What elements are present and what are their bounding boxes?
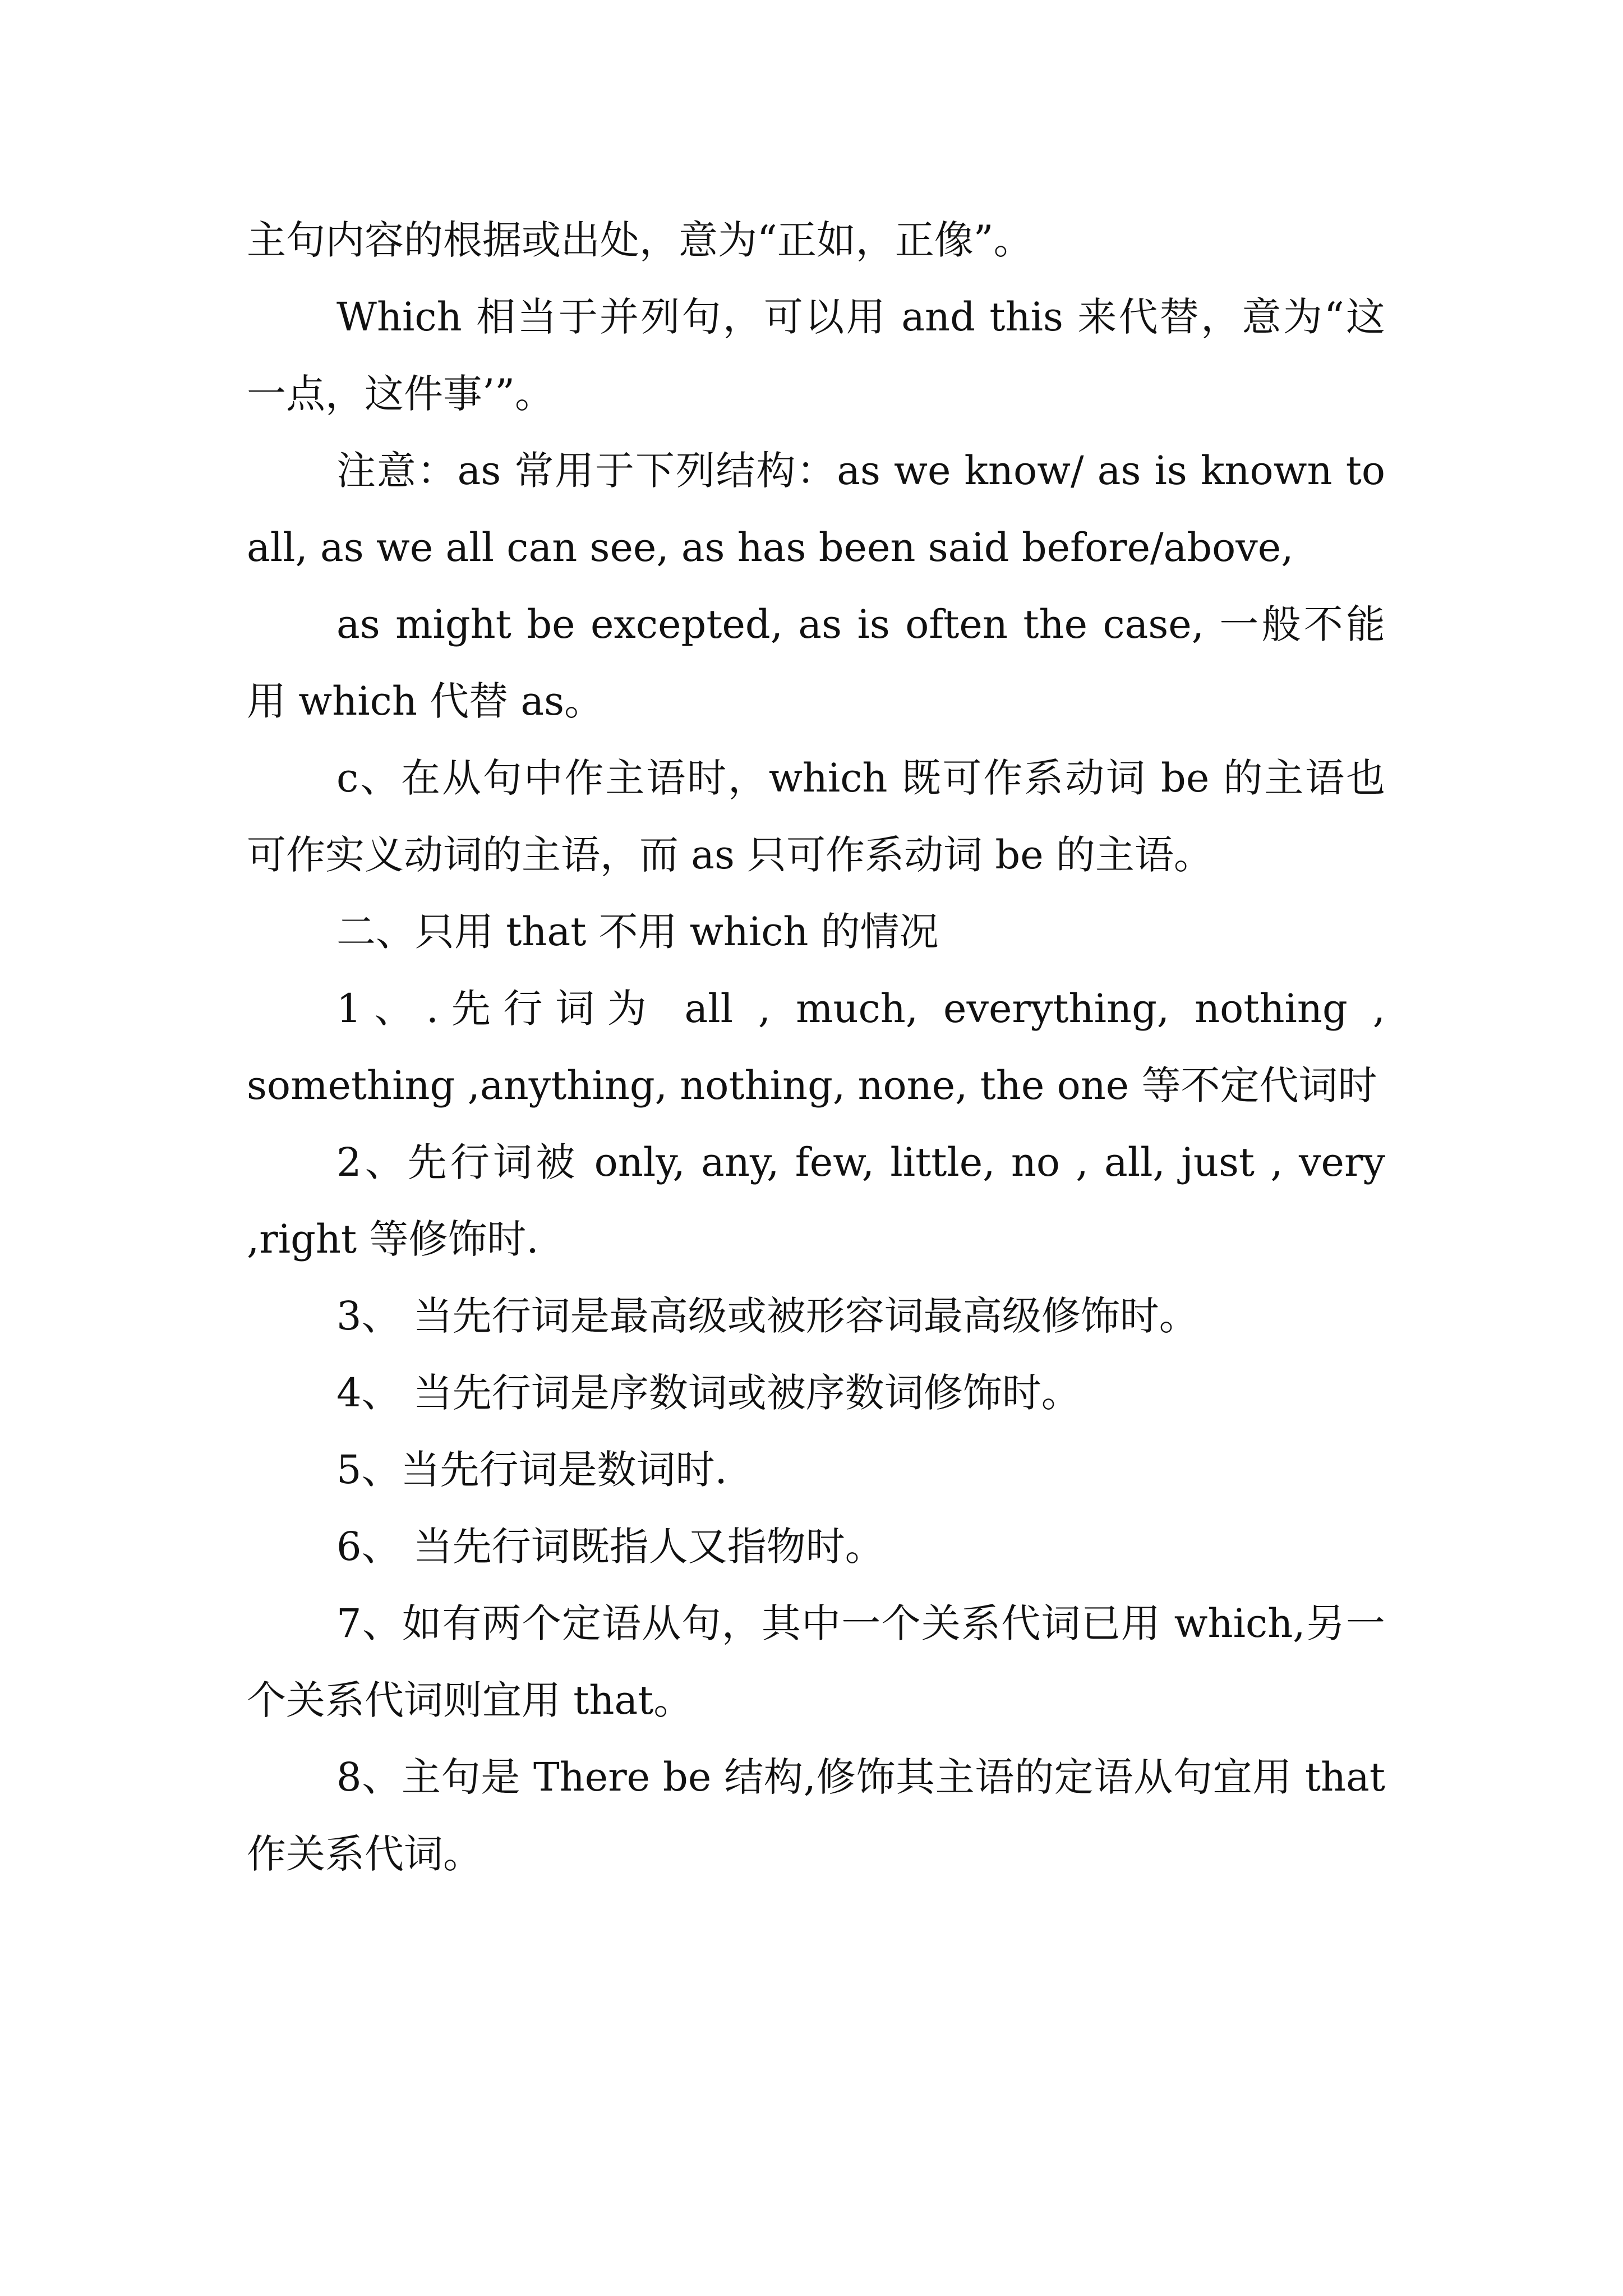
list-item-7: 7、如有两个定语从句，其中一个关系代词已用 which,另一个关系代词则宜用 that。 [247, 1600, 1385, 1723]
list-item-2: 2、先行词被 only, any, few, little, no , all, just , very ,right 等修饰时. [247, 1139, 1398, 1262]
list-item-5: 5、当先行词是数词时. [336, 1447, 727, 1493]
list-item-4: 4、 当先行词是序数词或被序数词修饰时。 [336, 1370, 1081, 1416]
document-body [247, 202, 1398, 1893]
paragraph-which-explanation: Which 相当于并列句，可以用 and this 来代替，意为“这一点，这件事’”。 [247, 294, 1385, 417]
paragraph-note: 注意：as 常用于下列结构：as we know/ as is known to all, as we all can see, as has been said before/above, [247, 448, 1398, 570]
paragraph-point-c: c、在从句中作主语时，which 既可作系动词 be 的主语也可作实义动词的主语，而 as 只可作系动词 be 的主语。 [247, 755, 1385, 878]
list-item-3: 3、 当先行词是最高级或被形容词最高级修饰时。 [336, 1293, 1198, 1339]
paragraph-continuation: 主句内容的根据或出处，意为“正如，正像”。 [247, 217, 1033, 263]
section-heading-that-only: 二、只用 that 不用 which 的情况 [336, 909, 939, 955]
list-item-6: 6、 当先行词既指人又指物时。 [336, 1524, 884, 1570]
list-item-1: 1、.先行词为 all , much, everything, nothing , something ,anything, nothing, none, the one 等不定代词时 [247, 986, 1398, 1108]
list-item-8: 8、主句是 There be 结构,修饰其主语的定语从句宜用 that 作关系代词。 [247, 1754, 1398, 1877]
paragraph-note-continued: as might be excepted, as is often the case, 一般不能用 which 代替 as。 [247, 601, 1385, 724]
